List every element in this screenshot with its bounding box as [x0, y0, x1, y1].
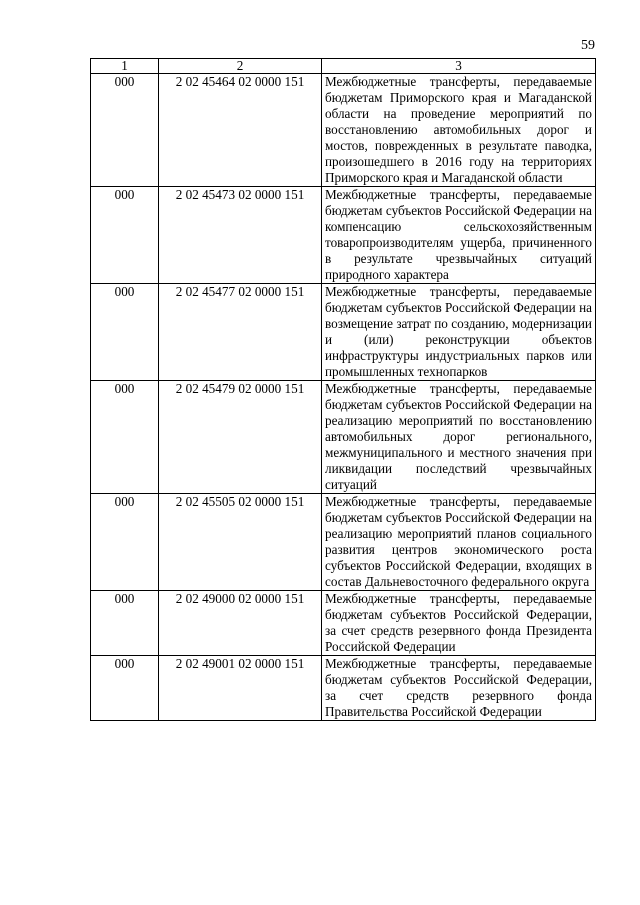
- table-row: [91, 656, 596, 721]
- kbk-code-cell: 2 02 45505 02 0000 151: [159, 494, 322, 591]
- kbk-code-cell: 2 02 49000 02 0000 151: [159, 591, 322, 656]
- kbk-code-cell: 2 02 45464 02 0000 151: [159, 74, 322, 187]
- table-row: [91, 591, 596, 656]
- header-row: [91, 59, 596, 74]
- description-cell: Межбюджетные трансферты, передаваемые бюджетам субъектов Российской Федерации на реализацию мероприятий планов социального развития центров экономического роста субъектов Российской Федерации, входящих в состав Дальневосточного федерального округа: [322, 494, 596, 591]
- description-cell: Межбюджетные трансферты, передаваемые бюджетам субъектов Российской Федерации, за счет средств резервного фонда Президента Российской Федерации: [322, 591, 596, 656]
- table-row: [91, 381, 596, 494]
- table-row: [91, 494, 596, 591]
- kbk-code-cell: 2 02 49001 02 0000 151: [159, 656, 322, 721]
- budget-table: [90, 58, 596, 721]
- table-row: [91, 187, 596, 284]
- table-row: [91, 284, 596, 381]
- admin-code-cell: 000: [91, 656, 159, 721]
- description-cell: Межбюджетные трансферты, передаваемые бюджетам субъектов Российской Федерации на реализацию мероприятий по восстановлению автомобильных дорог регионального, межмуниципального и местного значения при ликвидации последствий чрезвычайных ситуаций: [322, 381, 596, 494]
- kbk-code-cell: 2 02 45477 02 0000 151: [159, 284, 322, 381]
- page-number: 59: [581, 38, 595, 53]
- admin-code-cell: 000: [91, 74, 159, 187]
- description-cell: Межбюджетные трансферты, передаваемые бюджетам Приморского края и Магаданской области на проведение мероприятий по восстановлению автомобильных дорог и мостов, поврежденных в результате паводка, произошедшего в 2016 году на территориях Приморского края и Магаданской области: [322, 74, 596, 187]
- admin-code-cell: 000: [91, 494, 159, 591]
- description-cell: Межбюджетные трансферты, передаваемые бюджетам субъектов Российской Федерации на компенсацию сельскохозяйственным товаропроизводителям ущерба, причиненного в результате чрезвычайных ситуаций природного характера: [322, 187, 596, 284]
- kbk-code-cell: 2 02 45479 02 0000 151: [159, 381, 322, 494]
- admin-code-cell: 000: [91, 381, 159, 494]
- description-cell: Межбюджетные трансферты, передаваемые бюджетам субъектов Российской Федерации, за счет средств резервного фонда Правительства Российской Федерации: [322, 656, 596, 721]
- column-header-2: 2: [159, 59, 322, 74]
- admin-code-cell: 000: [91, 591, 159, 656]
- admin-code-cell: 000: [91, 187, 159, 284]
- admin-code-cell: 000: [91, 284, 159, 381]
- column-header-3: 3: [322, 59, 596, 74]
- column-header-1: 1: [91, 59, 159, 74]
- table-row: [91, 74, 596, 187]
- description-cell: Межбюджетные трансферты, передаваемые бюджетам субъектов Российской Федерации на возмещение затрат по созданию, модернизации и (или) реконструкции объектов инфраструктуры индустриальных парков или промышленных технопарков: [322, 284, 596, 381]
- kbk-code-cell: 2 02 45473 02 0000 151: [159, 187, 322, 284]
